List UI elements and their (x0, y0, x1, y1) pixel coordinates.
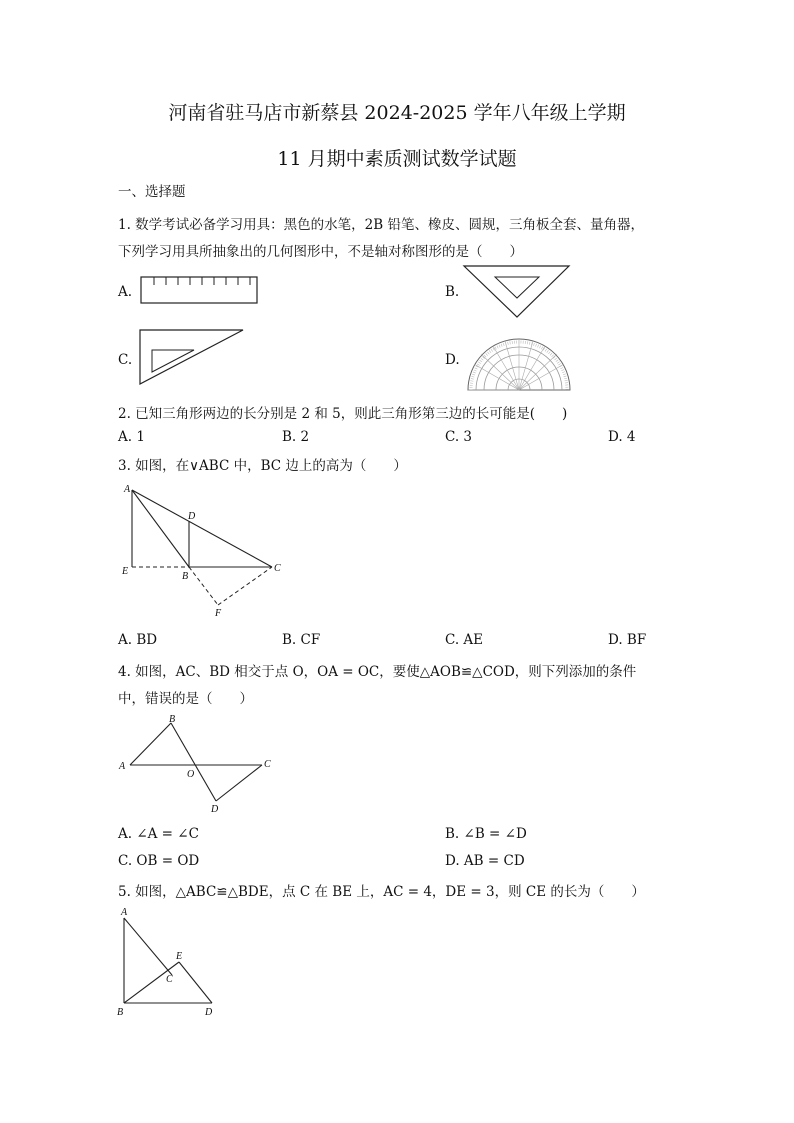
q4-option-b[interactable]: B. ∠B = ∠D (445, 826, 527, 842)
q4-label-d: D (211, 804, 219, 815)
q3-text: 3. 如图，在∨ABC 中，BC 边上的高为（ ） (118, 458, 407, 474)
q5-text: 5. 如图，△ABC≌△BDE，点 C 在 BE 上，AC = 4，DE = 3，则 CE 的长为（ ） (118, 884, 645, 900)
q4-option-a[interactable]: A. ∠A = ∠C (118, 826, 199, 842)
q4-line-2: 中，错误的是（ ） (118, 691, 253, 707)
q3-option-a[interactable]: A. BD (118, 632, 158, 648)
q1-option-a[interactable]: A. (118, 284, 133, 300)
protractor-figure (466, 324, 572, 392)
q4-label-o: O (187, 769, 195, 780)
q3-label-c: C (274, 563, 281, 574)
q1-line-1: 1. 数学考试必备学习用具：黑色的水笔，2B 铅笔、橡皮、圆规，三角板全套、量角器， (118, 217, 644, 233)
q4-label-a: A (119, 761, 126, 772)
q2-option-a[interactable]: A. 1 (118, 429, 145, 445)
title-line-2: 11 月期中素质测试数学试题 (277, 148, 517, 170)
q4-option-c[interactable]: C. OB = OD (118, 853, 200, 869)
q1-line-2: 下列学习用具所抽象出的几何图形中，不是轴对称图形的是（ ） (118, 244, 523, 260)
q3-option-c[interactable]: C. AE (445, 632, 484, 648)
q4-label-b: B (169, 714, 176, 725)
q3-label-b: B (182, 571, 189, 582)
q3-label-a: A (124, 484, 131, 495)
q3-label-d: D (188, 511, 196, 522)
q3-option-b[interactable]: B. CF (282, 632, 321, 648)
q5-label-e: E (176, 951, 183, 962)
q5-label-c: C (166, 974, 173, 985)
q4-option-d[interactable]: D. AB = CD (445, 853, 525, 869)
q2-option-c[interactable]: C. 3 (445, 429, 473, 445)
q1-option-b[interactable]: B. (445, 284, 460, 300)
q1-option-c[interactable]: C. (118, 352, 133, 368)
q4-line-1: 4. 如图，AC、BD 相交于点 O，OA = OC，要使△AOB≌△COD，则下列添加的条件 (118, 664, 637, 680)
q3-label-f: F (215, 608, 222, 619)
q3-option-d[interactable]: D. BF (608, 632, 647, 648)
q2-text: 2. 已知三角形两边的长分别是 2 和 5，则此三角形第三边的长可能是( ) (118, 406, 568, 422)
q3-triangle-figure (118, 480, 288, 620)
right-set-square-figure (138, 328, 246, 386)
ruler-figure (140, 276, 260, 306)
q4-bowtie-figure (116, 710, 281, 815)
q5-label-d: D (205, 1007, 213, 1018)
q2-option-b[interactable]: B. 2 (282, 429, 310, 445)
q5-label-a: A (121, 907, 128, 918)
section-heading: 一、选择题 (118, 184, 186, 200)
title-line-1: 河南省驻马店市新蔡县 2024-2025 学年八年级上学期 (168, 102, 626, 124)
q4-label-c: C (264, 759, 271, 770)
q5-label-b: B (117, 1007, 124, 1018)
q2-option-d[interactable]: D. 4 (608, 429, 636, 445)
q3-label-e: E (122, 566, 129, 577)
q5-triangle-figure (112, 904, 222, 1020)
q1-option-d[interactable]: D. (445, 352, 460, 368)
isosceles-set-square-figure (462, 264, 572, 319)
